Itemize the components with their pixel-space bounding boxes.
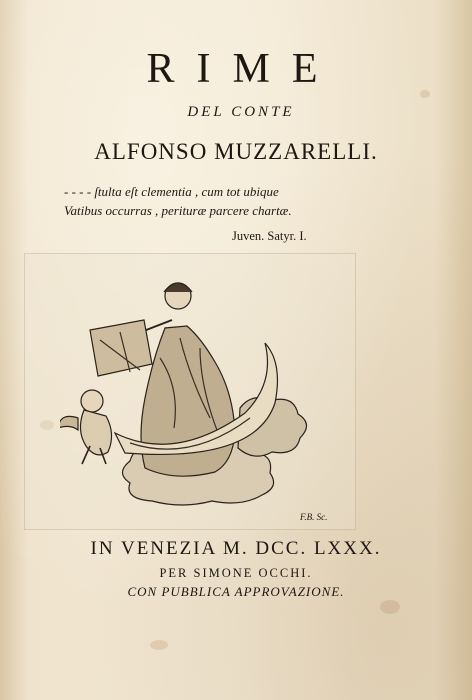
cherub-body [80,410,111,455]
foxing-spot [420,90,430,98]
imprint-place-date: IN VENEZIA M. DCC. LXXX. [90,538,382,559]
epigraph-line-2: Vatibus occurras , perituræ parcere chartæ. [64,203,292,218]
cherub-head [81,390,103,412]
epigraph-source: Juven. Satyr. I. [232,229,307,243]
drawing-board [90,320,152,376]
engraver-signature: F.B. Sc. [300,512,328,522]
book-subtitle: DEL CONTE [187,104,295,120]
imprint-privilege: CON PUBBLICA APPROVAZIONE. [127,584,345,599]
imprint-printer: PER SIMONE OCCHI. [159,566,313,580]
engraved-vignette [60,268,320,508]
author-name: ALFONSO MUZZARELLI. [94,139,378,164]
epigraph-line-1: - - - - ſtulta eſt clementia , cum tot ubique [64,184,279,199]
foxing-spot [380,600,400,614]
cherub-wing [60,416,78,430]
book-title: RIME [146,46,340,92]
foxing-spot [150,640,168,650]
